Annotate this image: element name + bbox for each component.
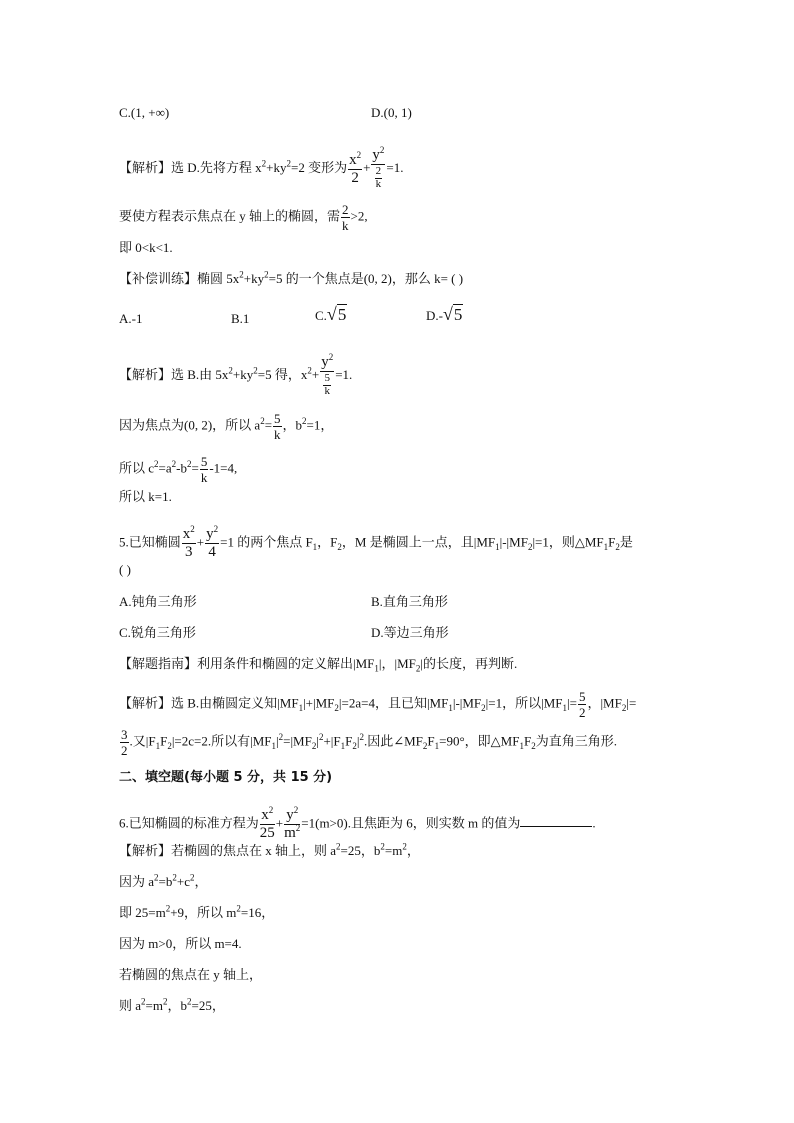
analysis-b-line-3	[119, 455, 237, 484]
text: 因为 m>0，所以 m=4.	[119, 936, 242, 951]
analysis-6-line-2	[119, 874, 208, 890]
text: =m	[384, 843, 403, 858]
superscript: 2	[302, 416, 307, 427]
subscript: 2	[311, 741, 317, 752]
frac-num: y	[372, 147, 380, 163]
superscript: 2	[187, 996, 192, 1007]
text: -1=4,	[209, 460, 238, 476]
superscript: 2	[379, 145, 385, 155]
text: |=2c=2.所以有|MF	[171, 733, 272, 749]
subscript: 1	[298, 703, 304, 714]
text: D.等边三角形	[371, 625, 449, 640]
subscript: 2	[621, 703, 627, 714]
frac-num: y	[321, 354, 329, 370]
text: |，|MF	[378, 656, 416, 671]
plus-sign: +	[275, 815, 284, 831]
text: ( )	[119, 562, 131, 577]
text: C.锐角三角形	[119, 625, 196, 640]
analysis-b-line-1	[119, 352, 353, 397]
option-b	[371, 594, 448, 610]
radicand: 5	[337, 305, 347, 324]
text: +9，所以 m	[170, 905, 237, 920]
text: 【解题指南】利用条件和椭圆的定义解出|MF	[119, 656, 375, 671]
superscript: 2	[190, 524, 195, 534]
text: 【解析】选 B.由 5x	[119, 366, 229, 382]
supplement-question	[119, 271, 463, 287]
text: =a	[158, 460, 172, 476]
text: .又|F	[129, 733, 156, 749]
plus-sign: +	[363, 159, 371, 175]
superscript: 2	[186, 459, 192, 470]
text: =25，	[191, 998, 225, 1013]
frac-den: k	[200, 470, 208, 485]
frac-num: 3	[121, 727, 128, 742]
text: |=	[626, 695, 637, 711]
text: |=2a=4，且已知|MF	[338, 695, 449, 711]
frac-num: y	[286, 807, 294, 823]
superscript: 2	[380, 841, 385, 852]
text: =2 变形为	[290, 159, 348, 175]
text: |-|MF	[499, 534, 528, 550]
frac-den: m	[284, 825, 296, 841]
analysis-5-line-2	[119, 728, 617, 757]
nested-fraction	[323, 373, 331, 397]
subscript: 1	[519, 741, 524, 752]
text: A.钝角三角形	[119, 594, 197, 609]
text: |-|MF	[452, 695, 482, 711]
text: +|F	[323, 733, 341, 749]
superscript: 2	[307, 365, 312, 376]
superscript: 2	[318, 732, 324, 743]
subscript: 2	[415, 663, 421, 674]
fraction	[284, 805, 301, 841]
text: |=1，则△MF	[532, 534, 604, 550]
text: |	[356, 733, 360, 749]
text: ，M 是椭圆上一点，且|MF	[341, 534, 496, 550]
text: 即 25=m	[119, 905, 166, 920]
text: +c	[176, 874, 190, 889]
frac-num: x	[349, 151, 357, 168]
superscript: 2	[239, 269, 244, 280]
option-d-sqrt	[426, 306, 463, 324]
subscript: 2	[337, 542, 342, 553]
frac-num: 5	[274, 411, 281, 426]
superscript: 2	[228, 365, 233, 376]
superscript: 2	[171, 459, 177, 470]
superscript: 2	[268, 805, 274, 815]
text: 5.已知椭圆	[119, 534, 181, 550]
text: =90°，即△MF	[439, 733, 520, 749]
text: C.	[315, 308, 327, 323]
subscript: 1	[603, 542, 609, 553]
analysis-5-line-1	[119, 690, 636, 719]
analysis-6-line-6	[119, 998, 225, 1014]
nested-den: k	[324, 385, 330, 397]
frac-den: 3	[185, 544, 193, 560]
superscript: 2	[172, 872, 177, 883]
question-5	[119, 524, 633, 560]
sqrt-symbol: √5	[442, 304, 463, 324]
sqrt-symbol: √5	[326, 304, 347, 324]
frac-num: 2	[342, 202, 349, 217]
superscript: 2	[154, 459, 159, 470]
fraction	[371, 145, 385, 190]
text: 所以 k=1.	[119, 489, 172, 504]
subscript: 1	[448, 703, 453, 714]
frac-den: 25	[259, 825, 275, 841]
superscript: 2	[295, 823, 301, 833]
analysis-6-line-4	[119, 936, 242, 952]
option-c: C.(1, +∞)	[119, 105, 170, 120]
fraction	[182, 524, 196, 560]
text: =b	[158, 874, 173, 889]
text: F	[608, 534, 616, 550]
superscript: 2	[261, 158, 267, 169]
frac-num: 5	[200, 454, 208, 469]
text: =1(m>0).且焦距为 6，则实数 m 的值为	[301, 815, 521, 831]
superscript: 2	[165, 903, 171, 914]
text: =16，	[240, 905, 275, 920]
subscript: 1	[312, 542, 318, 553]
analysis-line-2	[119, 203, 368, 232]
superscript: 2	[402, 841, 407, 852]
text: =	[191, 460, 199, 476]
text: ，	[406, 843, 420, 858]
text: D.-	[426, 308, 443, 323]
text: =5 得，x	[257, 366, 308, 382]
text: ，b	[282, 417, 303, 433]
superscript: 2	[189, 872, 195, 883]
superscript: 2	[336, 841, 341, 852]
superscript: 2	[328, 352, 334, 362]
text: 因为焦点为(0, 2)，所以 a	[119, 417, 261, 433]
text: ，|MF	[587, 695, 622, 711]
frac-den: 2	[121, 743, 128, 758]
question-6	[119, 805, 596, 841]
frac-den: k	[342, 218, 349, 233]
option-a	[119, 594, 197, 610]
option-b	[231, 311, 249, 327]
text: |=1，所以|MF	[485, 695, 563, 711]
text: =25，b	[340, 843, 381, 858]
nested-num: 5	[324, 372, 330, 384]
text: F	[345, 733, 353, 749]
text: |	[276, 733, 279, 749]
text: F	[523, 733, 532, 749]
frac-num: 5	[578, 689, 586, 704]
analysis-6-line-1	[119, 843, 420, 859]
superscript: 2	[253, 365, 258, 376]
option-a	[119, 311, 142, 327]
text: +ky	[266, 159, 287, 175]
option-d	[371, 625, 449, 641]
analysis-line-1	[119, 145, 404, 190]
text: +	[311, 366, 320, 382]
text: 【解析】选 D.先将方程 x	[119, 159, 262, 175]
option-c-line	[119, 105, 169, 121]
analysis-line-3	[119, 240, 173, 256]
subscript: 2	[334, 703, 339, 714]
superscript: 2	[293, 805, 299, 815]
answer-brackets	[119, 562, 131, 578]
superscript: 2	[162, 996, 168, 1007]
section-heading	[119, 770, 332, 786]
text: 二、填空题(每小题 5 分，共 15 分)	[119, 770, 333, 785]
superscript: 2	[236, 903, 241, 914]
fraction	[273, 412, 282, 441]
text: 所以 c	[119, 460, 155, 476]
subscript: 2	[422, 741, 428, 752]
frac-num: y	[206, 526, 214, 542]
text: 【解析】选 B.由椭圆定义知|MF	[119, 695, 299, 711]
text: =1.	[335, 366, 353, 382]
text: =	[264, 417, 273, 433]
fraction	[259, 805, 275, 841]
text: B.直角三角形	[371, 594, 448, 609]
text: .因此∠MF	[363, 733, 423, 749]
text: ，b	[167, 998, 187, 1013]
text: =1，	[306, 417, 334, 433]
text: +ky	[243, 271, 265, 286]
superscript: 2	[260, 416, 265, 427]
option-d-line	[371, 105, 412, 121]
text: =1.	[386, 159, 404, 175]
fraction	[320, 352, 334, 397]
frac-den: 4	[208, 544, 216, 560]
analysis-b-line-4	[119, 489, 172, 505]
subscript: 2	[481, 703, 486, 714]
option-c-sqrt	[315, 306, 347, 324]
frac-den: 2	[351, 169, 359, 186]
superscript: 2	[264, 269, 269, 280]
text: =m	[145, 998, 163, 1013]
superscript: 2	[286, 158, 291, 169]
text: 【补偿训练】椭圆 5x	[119, 271, 240, 286]
nested-fraction	[375, 166, 383, 190]
analysis-6-line-5	[119, 967, 262, 983]
option-d: D.(0, 1)	[371, 105, 412, 120]
text: 【解析】若椭圆的焦点在 x 轴上，则 a	[119, 843, 337, 858]
fraction	[120, 728, 129, 757]
subscript: 2	[167, 741, 172, 752]
text: F	[160, 733, 168, 749]
subscript: 1	[271, 741, 277, 752]
text: =5 的一个焦点是(0, 2)，那么 k= ( )	[268, 271, 464, 286]
text: +ky	[232, 366, 254, 382]
text: |+|MF	[303, 695, 335, 711]
option-c	[119, 625, 196, 641]
nested-num: 2	[375, 165, 382, 177]
subscript: 1	[374, 663, 379, 674]
text: |	[316, 733, 319, 749]
subscript: 2	[527, 542, 533, 553]
subscript: 2	[352, 741, 357, 752]
analysis-6-line-3	[119, 905, 274, 921]
fraction	[200, 455, 209, 484]
text: 是	[619, 534, 633, 550]
text: 6.已知椭圆的标准方程为	[119, 815, 259, 831]
fraction	[341, 203, 350, 232]
text: A.-1	[119, 311, 143, 326]
nested-den: k	[375, 178, 382, 190]
text: 即 0<k<1.	[119, 240, 173, 255]
text: ，	[194, 874, 208, 889]
superscript: 2	[359, 732, 364, 743]
text: -b	[176, 460, 187, 476]
text: 则 a	[119, 998, 142, 1013]
subscript: 1	[562, 703, 567, 714]
text: .	[592, 815, 596, 831]
text: F	[427, 733, 435, 749]
answer-blank	[520, 814, 592, 827]
subscript: 1	[340, 741, 346, 752]
frac-den: 2	[578, 705, 586, 720]
text: |=	[567, 695, 577, 711]
fraction	[348, 149, 362, 186]
superscript: 2	[213, 524, 219, 534]
frac-num: x	[182, 526, 191, 542]
radicand: 5	[453, 305, 463, 324]
text: 要使方程表示焦点在 y 轴上的椭圆，需	[119, 208, 341, 224]
superscript: 2	[141, 996, 146, 1007]
text: =|MF	[283, 733, 312, 749]
subscript: 1	[495, 542, 500, 553]
superscript: 2	[278, 732, 284, 743]
text: 为直角三角形.	[535, 733, 617, 749]
subscript: 2	[615, 542, 620, 553]
text: ，F	[317, 534, 338, 550]
analysis-b-line-2	[119, 412, 333, 441]
text: 若椭圆的焦点在 y 轴上，	[119, 967, 263, 982]
subscript: 2	[531, 741, 536, 752]
subscript: 1	[434, 741, 440, 752]
text: |的长度，再判断.	[420, 656, 518, 671]
text: >2,	[350, 208, 368, 224]
solving-guide	[119, 656, 517, 672]
fraction	[578, 690, 587, 719]
plus-sign: +	[196, 534, 205, 550]
fraction	[205, 524, 219, 560]
text: =1 的两个焦点 F	[220, 534, 313, 550]
subscript: 1	[155, 741, 161, 752]
text: B.1	[231, 311, 250, 326]
frac-num: x	[261, 807, 269, 823]
frac-den: k	[274, 427, 281, 442]
superscript: 2	[154, 872, 159, 883]
text: 因为 a	[119, 874, 155, 889]
superscript: 2	[356, 149, 362, 160]
